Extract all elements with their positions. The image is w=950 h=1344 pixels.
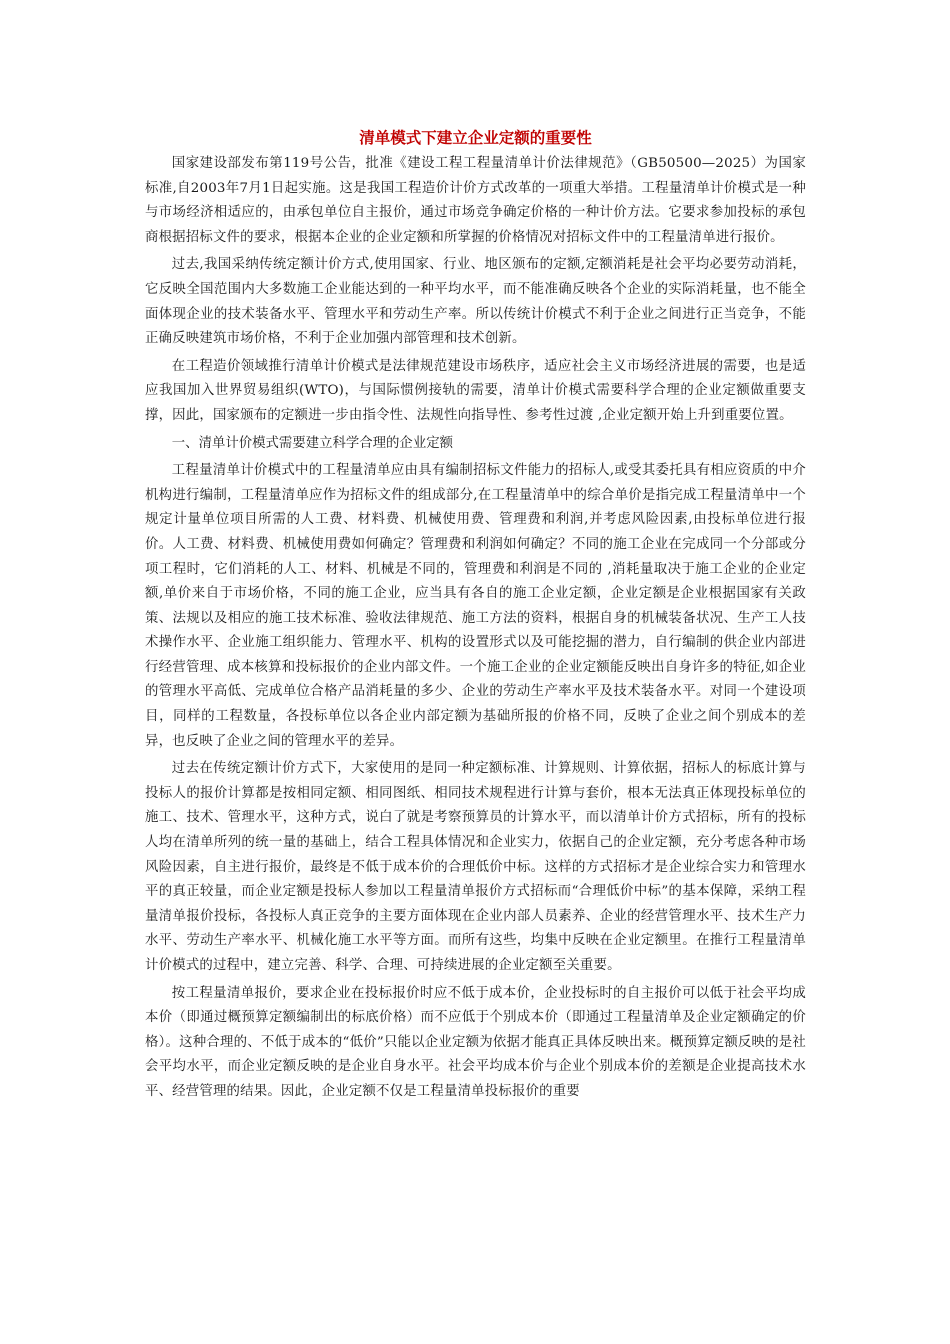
paragraph-market-order: 在工程造价领域推行清单计价模式是法律规范建设市场秩序，适应社会主义市场经济进展的需要，也是适应我国加入世界贸易组织(WTO)，与国际惯例接轨的需要，清单计价模式需要科学合理的企业定额做重要支撑，因此，国家颁布的定额进一步由指令性、法规性向指导性、参考性过渡 ,企业定额开始上升到重要位置。 (145, 358, 806, 423)
paragraph-announcement: 国家建设部发布第119号公告，批准《建设工程工程量清单计价法律规范》（GB50500—2025）为国家标准,自2003年7月1日起实施。这是我国工程造价计价方式改革的一项重大举措。工程量清单计价模式是一种与市场经济相适应的，由承包单位自主报价，通过市场竞争确定价格的一种计价方法。它要求参加投标的承包商根据招标文件的要求，根据本企业的企业定额和所掌握的价格情况对招标文件中的工程量清单进行报价。 (145, 156, 806, 245)
paragraph-bidding-comparison: 过去在传统定额计价方式下，大家使用的是同一种定额标准、计算规则、计算依据，招标人的标底计算与投标人的报价计算都是按相同定额、相同图纸、相同技术规程进行计算与套价，根本无法真正体现投标单位的施工、技术、管理水平，这种方式，说白了就是考察预算员的计算水平，而以清单计价方式招标，所有的投标人均在清单所列的统一量的基础上，结合工程具体情况和企业实力，依据自己的企业定额，充分考虑各种市场风险因素，自主进行报价，最终是不低于成本价的合理低价中标。这样的方式招标才是企业综合实力和管理水平的真正较量，而企业定额是投标人参加以工程量清单报价方式招标而“合理低价中标”的基本保障，采纳工程量清单报价投标，各投标人真正竞争的主要方面体现在企业内部人员素养、企业的经营管理水平、技术生产力水平、劳动生产率水平、机械化施工水平等方面。而所有这些，均集中反映在企业定额里。在推行工程量清单计价模式的过程中，建立完善、科学、合理、可持续进展的企业定额至关重要。 (145, 761, 806, 973)
document-page (145, 125, 806, 1108)
paragraph-cost-price: 按工程量清单报价，要求企业在投标报价时应不低于成本价，企业投标时的自主报价可以低于社会平均成本价（即通过概预算定额编制出的标底价格）而不应低于个别成本价（即通过工程量清单及企业定额确定的价格）。这种合理的、不低于成本的“低价”只能以企业定额为依据才能真正具体反映出来。概预算定额反映的是社会平均水平，而企业定额反映的是企业自身水平。社会平均成本价与企业个别成本价的差额是企业提高技术水平、经营管理的结果。因此，企业定额不仅是工程量清单投标报价的重要 (145, 985, 806, 1099)
paragraph-traditional-pricing: 过去,我国采纳传统定额计价方式,使用国家、行业、地区颁布的定额,定额消耗是社会平均必要劳动消耗，它反映全国范围内大多数施工企业能达到的一种平均水平，而不能准确反映各个企业的实际消耗量，也不能全面体现企业的技术装备水平、管理水平和劳动生产率。所以传统计价模式不利于企业之间进行正当竞争，不能正确反映建筑市场价格，不利于企业加强内部管理和技术创新。 (145, 257, 806, 347)
section-heading: 一、清单计价模式需要建立科学合理的企业定额 (171, 435, 453, 451)
document-title: 清单模式下建立企业定额的重要性 (359, 128, 592, 147)
paragraph-quota-definition: 工程量清单计价模式中的工程量清单应由具有编制招标文件能力的招标人,或受其委托具有相应资质的中介机构进行编制，工程量清单应作为招标文件的组成部分,在工程量清单中的综合单价是指完成工程量清单中一个规定计量单位项目所需的人工费、材料费、机械使用费、管理费和利润,并考虑风险因素,由投标单位进行报价。人工费、材料费、机械使用费如何确定？管理费和利润如何确定？不同的施工企业在完成同一个分部或分项工程时，它们消耗的人工、材料、机械是不同的，管理费和利润是不同的 ,消耗量取决于施工企业的企业定额,单价来自于市场价格，不同的施工企业，应当具有各自的施工企业定额，企业定额是企业根据国家有关政策、法规以及相应的施工技术标准、验收法律规范、施工方法的资料，根据自身的机械装备状况、生产工人技术操作水平、企业施工组织能力、管理水平、机构的设置形式以及可能挖掘的潜力，自行编制的供企业内部进行经营管理、成本核算和投标报价的企业内部文件。一个施工企业的企业定额能反映出自身许多的特征,如企业的管理水平高低、完成单位合格产品消耗量的多少、企业的劳动生产率水平及技术装备水平。对同一个建设项目，同样的工程数量，各投标单位以各企业内部定额为基础所报的价格不同，反映了企业之间个别成本的差异，也反映了企业之间的管理水平的差异。 (145, 463, 806, 749)
